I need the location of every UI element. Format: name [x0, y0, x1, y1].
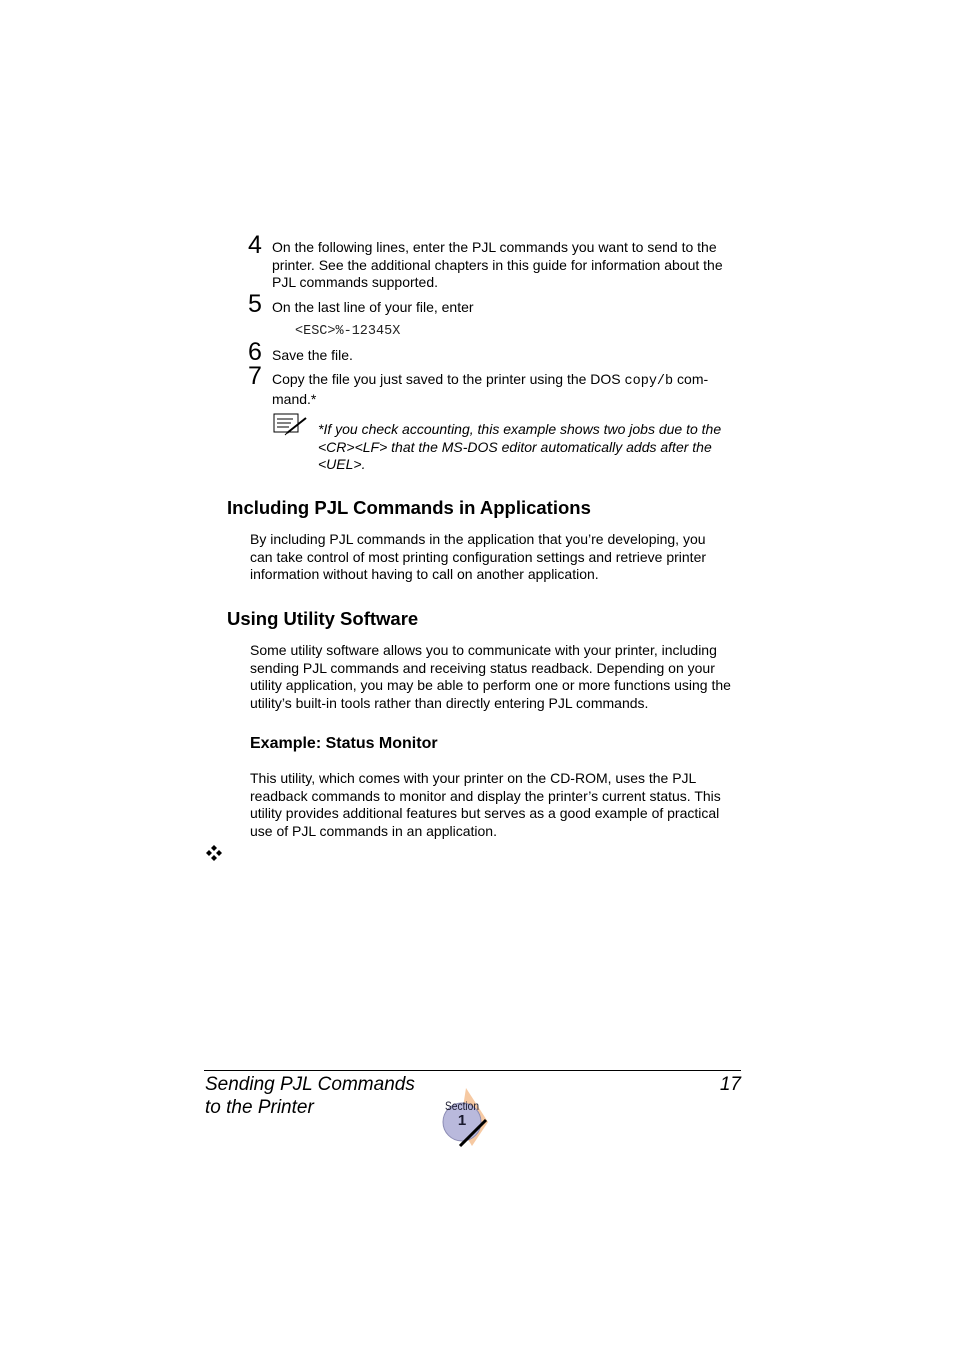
step-number-5: 5	[248, 290, 262, 318]
step-7-text	[272, 371, 727, 408]
step-6-text: Save the file.	[272, 347, 353, 363]
step-7-code: copy/b	[624, 374, 674, 389]
section-body-utility: Some utility software allows you to communicate with your printer, including sending PJL commands and receiving status readback. Depending on your utility application, you may be able to perform one or more functions using the utility’s built-in tools rather than directly entering PJL commands.	[250, 642, 731, 712]
footer-title-line1: Sending PJL Commands	[205, 1074, 415, 1095]
note-pencil-icon	[273, 413, 309, 437]
section-body-applications: By including PJL commands in the application that you’re developing, you can take control of most printing configuration settings and retrieve printer information without having to call on another application.	[250, 531, 707, 583]
step-number-4: 4	[248, 231, 262, 259]
footer-rule	[204, 1070, 741, 1071]
footer-title-line2: to the Printer	[205, 1097, 314, 1118]
section-badge-number: 1	[457, 1112, 467, 1129]
step-4-text: On the following lines, enter the PJL commands you want to send to the printer. See the additional chapters in this guide for information about the PJL commands supported.	[272, 239, 723, 291]
step-number-6: 6	[248, 338, 262, 366]
section-badge-label: Section	[444, 1099, 480, 1113]
subsection-body-status-monitor: This utility, which comes with your printer on the CD-ROM, uses the PJL readback commands to monitor and display the printer’s current status. This utility provides additional features but serves as a good example of practical use of PJL commands in an application.	[250, 770, 721, 840]
section-badge	[436, 1086, 492, 1150]
step-5-text: On the last line of your file, enter	[272, 299, 474, 315]
step-5-code: <ESC>%-12345X	[295, 324, 401, 339]
page-number: 17	[719, 1074, 741, 1095]
section-heading-utility: Using Utility Software	[227, 608, 419, 629]
note-text: *If you check accounting, this example shows two jobs due to the <CR><LF> that the MS-DOS editor automatically adds after the <UEL>.	[318, 421, 722, 473]
four-diamond-ornament-icon	[206, 845, 222, 861]
step-number-7: 7	[248, 362, 262, 390]
subsection-heading-status-monitor: Example: Status Monitor	[250, 735, 438, 752]
step-7-text-after: com-mand.*	[272, 371, 709, 407]
step-7-text-before: Copy the file you just saved to the printer using the DOS	[272, 371, 625, 387]
section-heading-applications: Including PJL Commands in Applications	[227, 497, 591, 518]
